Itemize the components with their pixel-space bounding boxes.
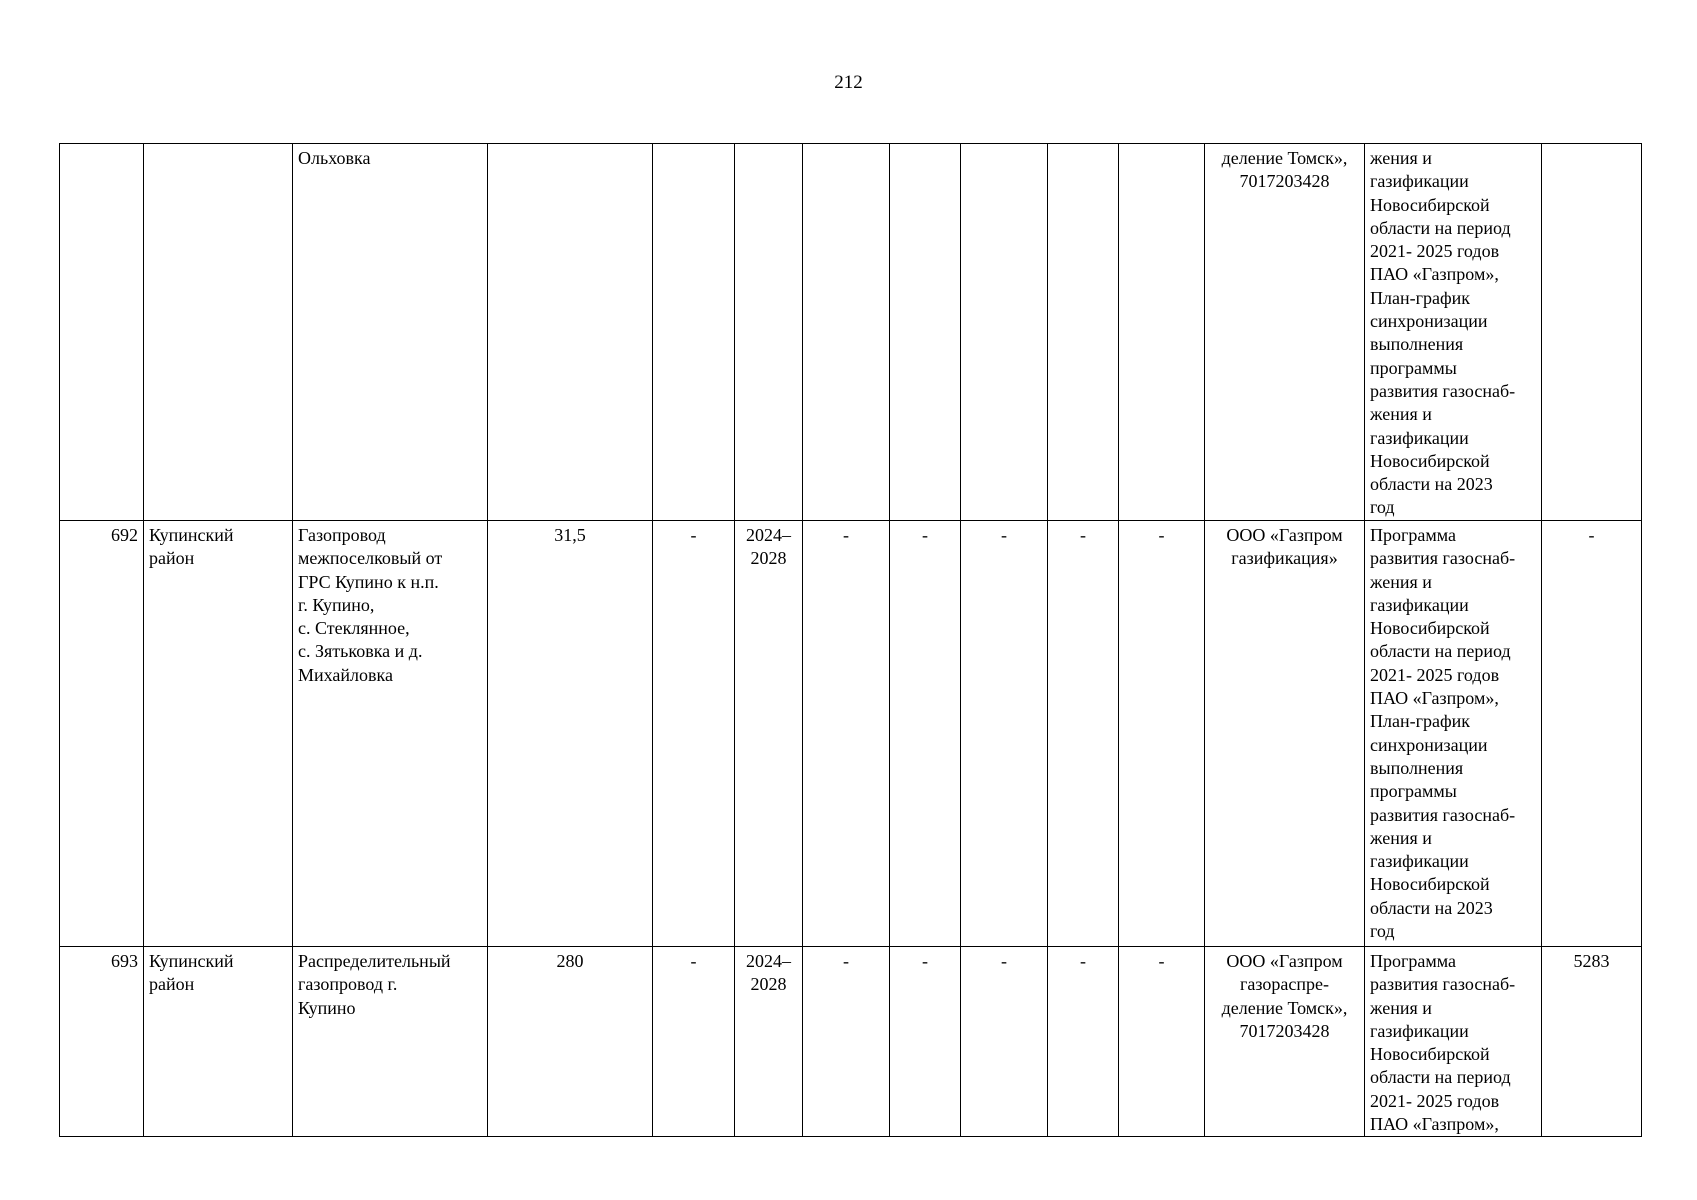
page-number: 212 [834,72,863,93]
column-9-cell: - [961,521,1048,947]
object-name-cell: Ольховка [293,144,488,521]
district-cell: Купинский район [144,947,293,1137]
length-cell [488,144,653,521]
table-row [60,947,1642,1137]
data-table [59,143,1642,1137]
column-10-cell [1048,144,1119,521]
last-column-cell: - [1542,521,1642,947]
row-number-cell: 692 [60,521,144,947]
organization-cell: деление Томск», 7017203428 [1205,144,1365,521]
column-9-cell: - [961,947,1048,1137]
column-8-cell: - [890,521,961,947]
column-10-cell: - [1048,947,1119,1137]
object-name-cell: Распределительный газопровод г. Купино [293,947,488,1137]
organization-cell: ООО «Газпром газораспре- деление Томск», 7017203428 [1205,947,1365,1137]
years-cell: 2024– 2028 [735,947,803,1137]
basis-cell: Программа развития газоснаб- жения и газификации Новосибирской области на период 2021- 2025 годов ПАО «Газпром», План-график синхронизации выполнения программы развития газоснаб- жения и газификации Новосибирской области на 2023 год [1365,521,1542,947]
years-cell [735,144,803,521]
object-name-cell: Газопровод межпоселковый от ГРС Купино к н.п. г. Купино, с. Стеклянное, с. Зятьковка и д. Михайловка [293,521,488,947]
column-11-cell [1119,144,1205,521]
basis-cell: Программа развития газоснаб- жения и газификации Новосибирской области на период 2021- 2025 годов ПАО «Газпром», [1365,947,1542,1137]
column-7-cell [803,144,890,521]
column-11-cell: - [1119,521,1205,947]
last-column-cell: 5283 [1542,947,1642,1137]
row-number-cell [60,144,144,521]
organization-cell: ООО «Газпром газификация» [1205,521,1365,947]
column-7-cell: - [803,521,890,947]
district-cell [144,144,293,521]
table-row [60,521,1642,947]
column-10-cell: - [1048,521,1119,947]
column-5-cell: - [653,521,735,947]
length-cell: 31,5 [488,521,653,947]
row-number-cell: 693 [60,947,144,1137]
column-8-cell [890,144,961,521]
basis-cell: жения и газификации Новосибирской области на период 2021- 2025 годов ПАО «Газпром», План-график синхронизации выполнения программы развития газоснаб- жения и газификации Новосибирской области на 2023 год [1365,144,1542,521]
column-5-cell: - [653,947,735,1137]
column-5-cell [653,144,735,521]
column-9-cell [961,144,1048,521]
years-cell: 2024– 2028 [735,521,803,947]
column-7-cell: - [803,947,890,1137]
column-8-cell: - [890,947,961,1137]
column-11-cell: - [1119,947,1205,1137]
district-cell: Купинский район [144,521,293,947]
last-column-cell [1542,144,1642,521]
length-cell: 280 [488,947,653,1137]
table-row [60,144,1642,521]
